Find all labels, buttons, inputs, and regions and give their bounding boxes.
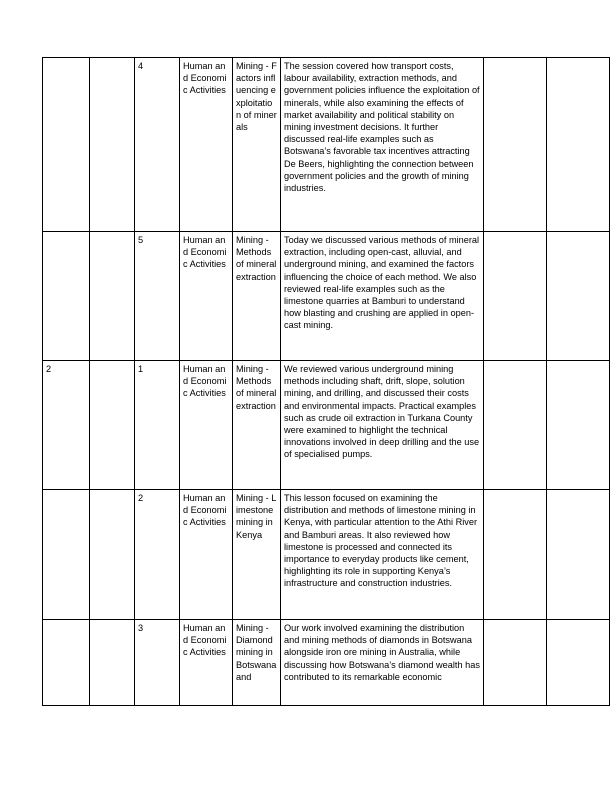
empty-cell (484, 58, 547, 232)
blank-cell (90, 620, 135, 706)
lesson-cell: 1 (135, 361, 180, 490)
lesson-cell: 4 (135, 58, 180, 232)
remarks-cell: Today we discussed various methods of mineral extraction, including open-cast, alluvial, and underground mining, and examined the factors influencing the choice of each method. We also reviewed real-life examples such as the limestone quarries at Bamburi to understand how blasting and crushing are applied in open-cast mining. (281, 232, 484, 361)
table-row (43, 620, 610, 706)
table-row (43, 361, 610, 490)
empty-cell (484, 361, 547, 490)
lesson-cell: 5 (135, 232, 180, 361)
lesson-cell: 2 (135, 490, 180, 620)
blank-cell (90, 58, 135, 232)
blank-cell (90, 232, 135, 361)
empty-cell (547, 620, 610, 706)
remarks-cell: Our work involved examining the distribution and mining methods of diamonds in Botswana alongside iron ore mining in Australia, while discussing how Botswana’s diamond wealth has contributed to its remarkable economic (281, 620, 484, 706)
week-cell: 2 (43, 361, 90, 490)
sub-strand-cell: Mining - Limestone mining in Kenya (233, 490, 281, 620)
week-cell (43, 620, 90, 706)
sub-strand-cell: Mining - Diamond mining in Botswana and (233, 620, 281, 706)
empty-cell (547, 58, 610, 232)
strand-cell: Human and Economic Activities (180, 620, 233, 706)
week-cell (43, 490, 90, 620)
strand-cell: Human and Economic Activities (180, 58, 233, 232)
table-row (43, 232, 610, 361)
blank-cell (90, 490, 135, 620)
table-row (43, 58, 610, 232)
empty-cell (547, 361, 610, 490)
blank-cell (90, 361, 135, 490)
sub-strand-cell: Mining - Methods of mineral extraction (233, 361, 281, 490)
lesson-cell: 3 (135, 620, 180, 706)
strand-cell: Human and Economic Activities (180, 490, 233, 620)
strand-cell: Human and Economic Activities (180, 361, 233, 490)
table-row (43, 490, 610, 620)
empty-cell (484, 232, 547, 361)
week-cell (43, 232, 90, 361)
remarks-cell: The session covered how transport costs, labour availability, extraction methods, and government policies influence the exploitation of minerals, while also examining the effects of market availability and political stability on mining investment decisions. It further discussed real-life examples such as Botswana’s favorable tax incentives attracting De Beers, highlighting the connection between government policies and the growth of mining industries. (281, 58, 484, 232)
empty-cell (484, 490, 547, 620)
empty-cell (547, 232, 610, 361)
week-cell (43, 58, 90, 232)
sub-strand-cell: Mining - Methods of mineral extraction (233, 232, 281, 361)
remarks-cell: This lesson focused on examining the distribution and methods of limestone mining in Kenya, with particular attention to the Athi River and Bamburi areas. It also reviewed how limestone is processed and connected its importance to everyday products like cement, highlighting its role in supporting Kenya’s infrastructure and construction industries. (281, 490, 484, 620)
strand-cell: Human and Economic Activities (180, 232, 233, 361)
empty-cell (484, 620, 547, 706)
remarks-cell: We reviewed various underground mining methods including shaft, drift, slope, solution mining, and drilling, and discussed their costs and environmental impacts. Practical examples such as crude oil extraction in Turkana County were examined to highlight the technical innovations involved in deep drilling and the use of specialised pumps. (281, 361, 484, 490)
scheme-of-work-table (42, 57, 610, 706)
sub-strand-cell: Mining - Factors influencing exploitation of minerals (233, 58, 281, 232)
empty-cell (547, 490, 610, 620)
